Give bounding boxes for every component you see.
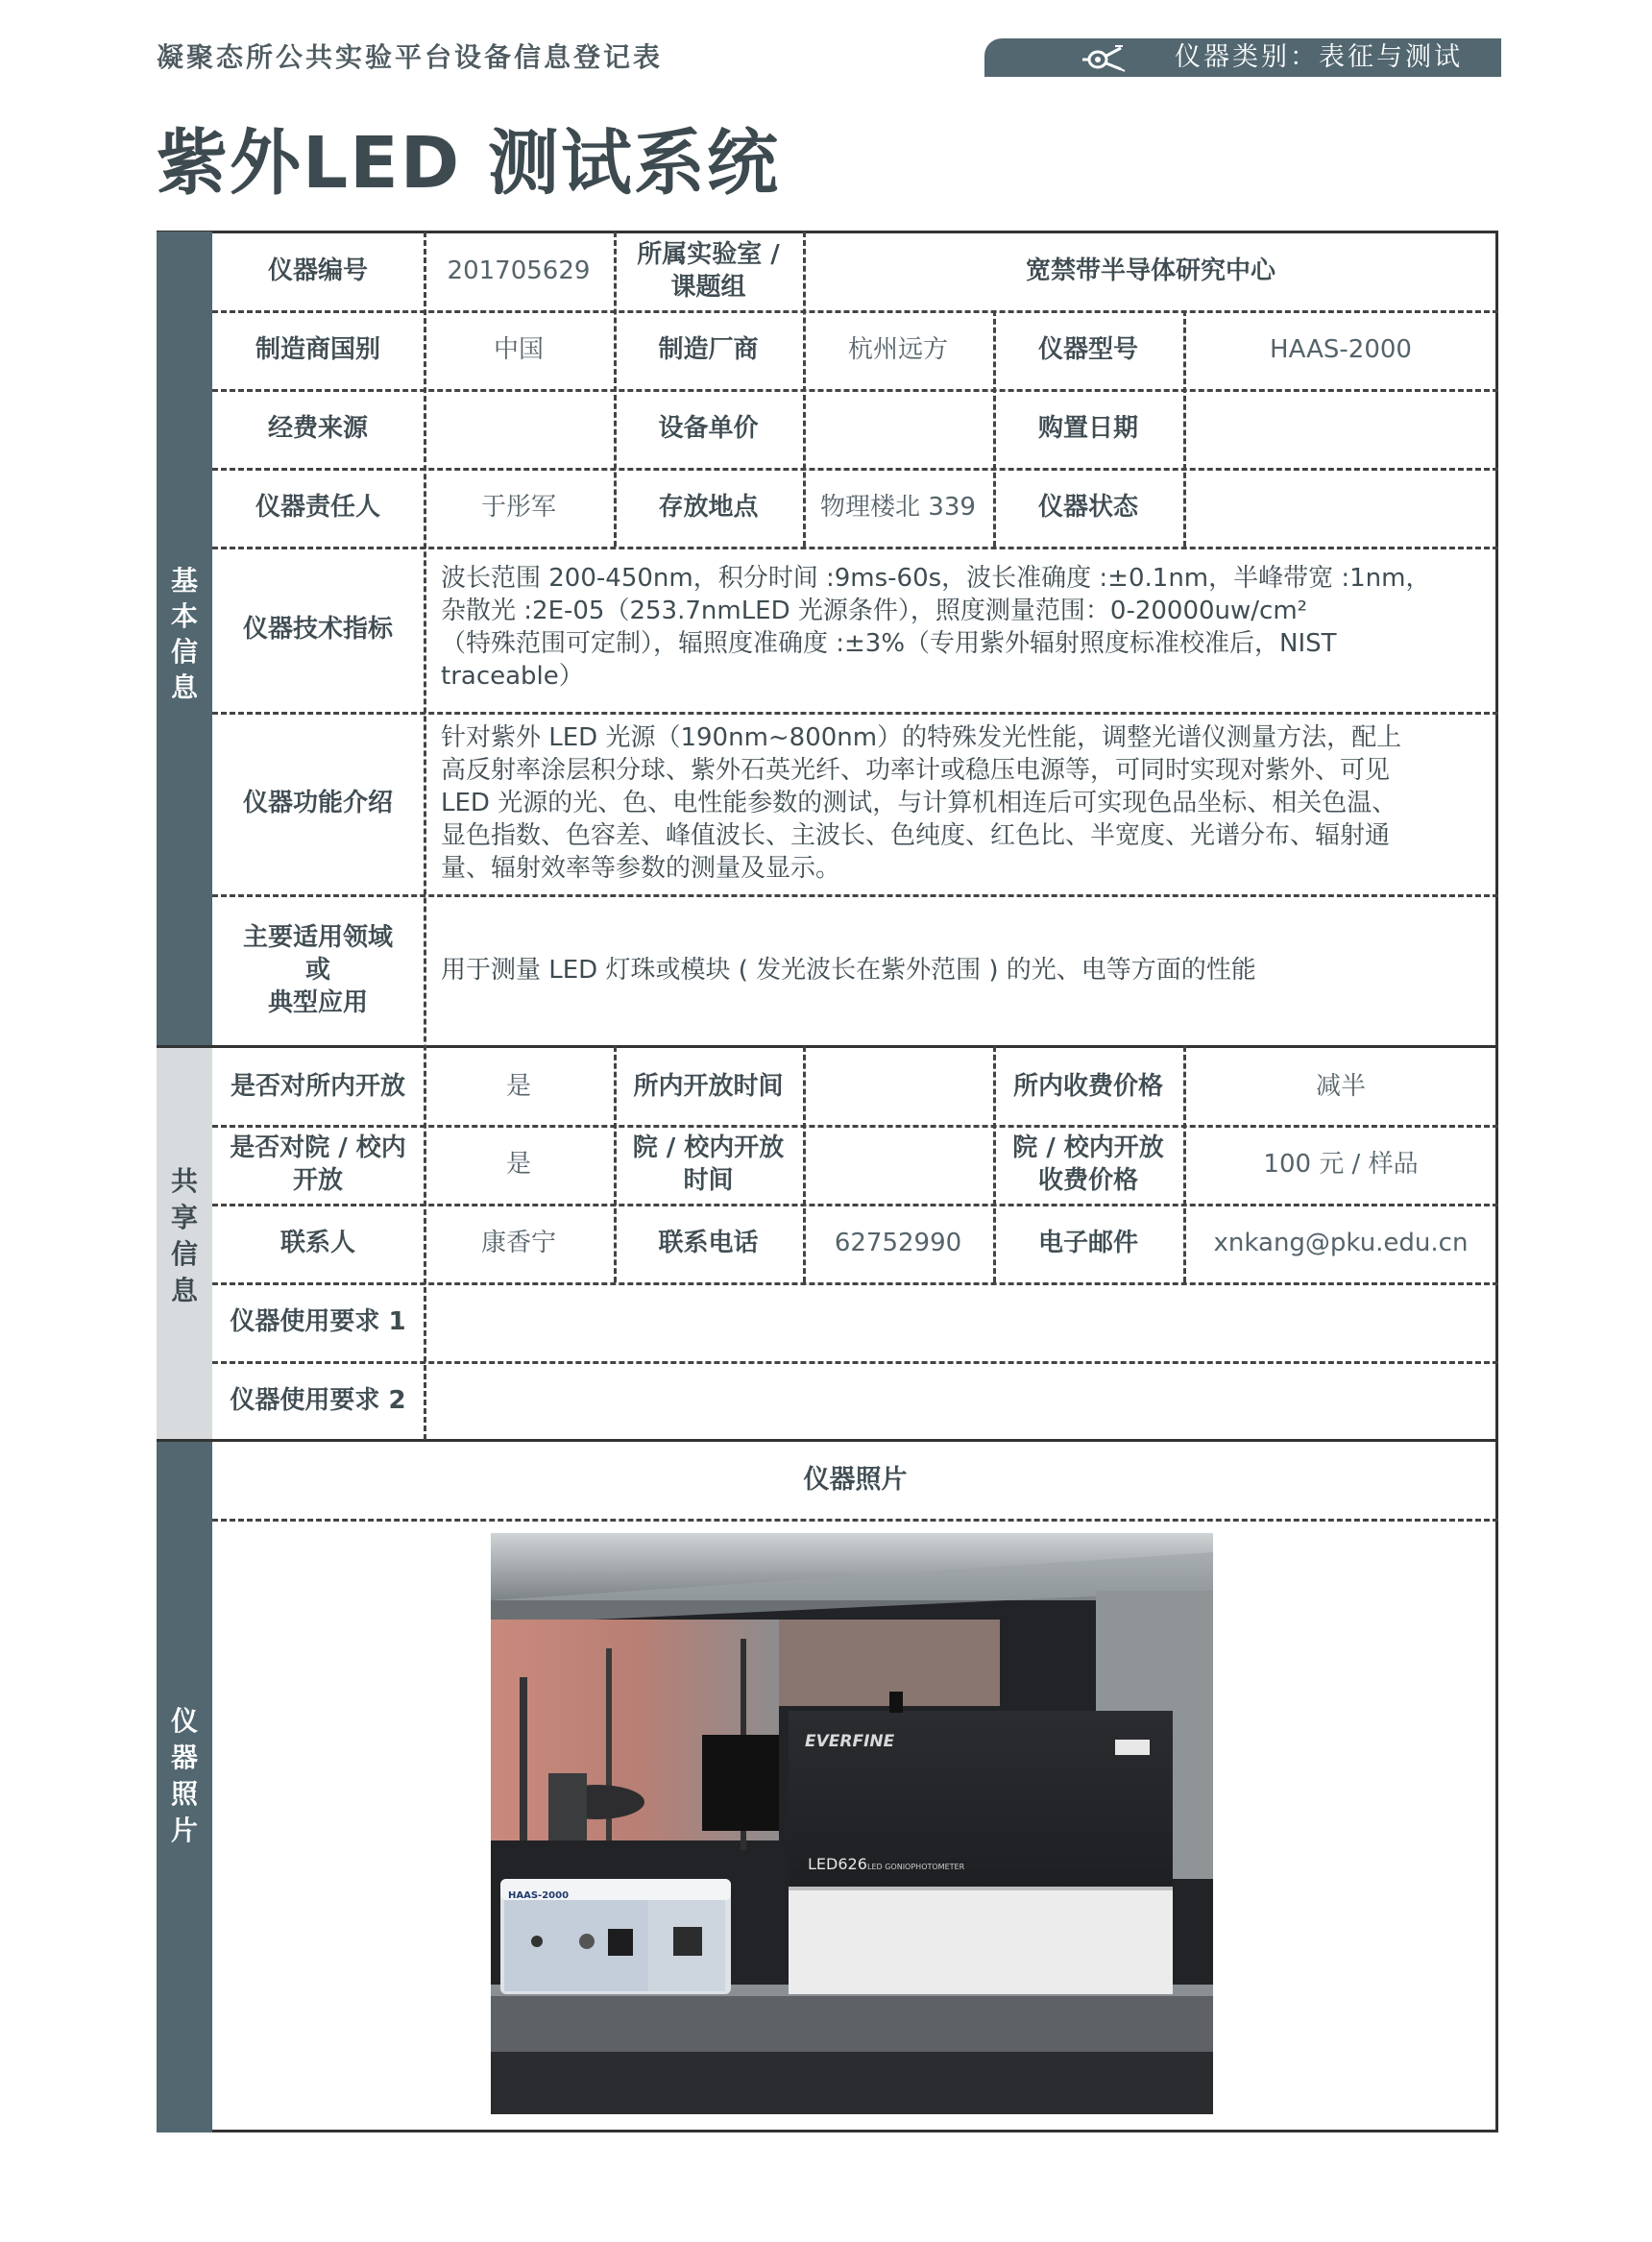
inside-fee-value: 减半	[1315, 1072, 1366, 1101]
phone-value[interactable]: 62752990	[834, 1229, 962, 1257]
inside-time-label: 所内开放时间	[633, 1072, 784, 1101]
section-char: 共	[170, 1165, 198, 1197]
campus-time-label-line: 院 / 校内开放	[632, 1133, 785, 1162]
app-label	[212, 894, 424, 1045]
category-tab	[984, 38, 1501, 77]
lab-label-line: 课题组	[670, 273, 746, 302]
campus-fee-label-line: 院 / 校内开放	[1012, 1133, 1164, 1162]
status-label: 仪器状态	[1037, 493, 1138, 522]
section-char: 片	[170, 1815, 198, 1846]
email-link[interactable]: xnkang@pku.edu.cn	[1213, 1229, 1469, 1257]
app-label-line: 主要适用领域	[242, 922, 393, 952]
section-share-info	[157, 1046, 212, 1440]
phone-label: 联系电话	[658, 1229, 759, 1257]
inside-fee-label: 所内收费价格	[1012, 1072, 1163, 1101]
func-line: LED 光源的光、色、电性能参数的测试，与计算机相连后可实现色品坐标、相关色温、	[441, 789, 1397, 817]
model-label: 仪器型号	[1037, 335, 1138, 364]
func-line: 显色指数、色容差、峰值波长、主波长、色纯度、红色比、半宽度、光谱分布、辐射通	[441, 821, 1391, 850]
brand-logo: EVERFINE	[805, 1732, 895, 1751]
inside-time-value	[803, 1048, 993, 1125]
location-value: 物理楼北 339	[820, 493, 976, 522]
campus-time-label-line: 时间	[683, 1166, 734, 1195]
spec-line: traceable）	[441, 662, 584, 691]
func-line: 量、辐射效率等参数的测量及显示。	[441, 854, 841, 883]
model-value: HAAS-2000	[1270, 335, 1412, 364]
page-title: 紫外LED 测试系统	[157, 122, 780, 205]
device-model: LED626	[808, 1855, 867, 1873]
lab-label-line: 所属实验室 /	[637, 240, 780, 269]
section-char: 息	[170, 671, 198, 703]
section-basic-info	[157, 232, 212, 1046]
open-inside-label: 是否对所内开放	[230, 1072, 405, 1101]
small-device-model: HAAS-2000	[508, 1890, 570, 1901]
fund-value	[424, 389, 614, 468]
maker-label: 制造厂商	[658, 335, 759, 364]
campus-time-value	[803, 1125, 993, 1204]
device-desc: LED GONIOPHOTOMETER	[867, 1863, 965, 1871]
campus-time-label	[614, 1125, 803, 1204]
req2-label: 仪器使用要求 2	[230, 1386, 406, 1415]
maker-value: 杭州远方	[847, 335, 948, 364]
instrument-photo-illustration	[491, 1533, 1213, 2114]
contact-label: 联系人	[279, 1229, 355, 1257]
req2-value	[424, 1361, 1498, 1440]
open-campus-label	[212, 1125, 424, 1204]
req1-label: 仪器使用要求 1	[230, 1307, 406, 1336]
instrument-no-label: 仪器编号	[267, 256, 368, 285]
section-photo	[157, 1440, 212, 2132]
lab-label	[614, 232, 803, 310]
app-label-line: 或	[304, 955, 330, 985]
microscope-icon	[1079, 42, 1127, 73]
app-label-line: 典型应用	[267, 987, 368, 1017]
spec-line: 波长范围 200-450nm，积分时间 :9ms-60s，波长准确度 :±0.1nm，半峰带宽 :1nm，	[441, 564, 1431, 593]
section-char: 信	[170, 1238, 198, 1270]
open-campus-label-line: 开放	[292, 1166, 343, 1195]
owner-value: 于彤军	[480, 493, 556, 522]
contact-value: 康香宁	[480, 1229, 556, 1257]
org-title: 凝聚态所公共实验平台设备信息登记表	[157, 41, 664, 73]
open-campus-value: 是	[505, 1150, 531, 1179]
fund-label: 经费来源	[267, 414, 368, 443]
section-char: 仪	[170, 1705, 198, 1737]
section-char: 本	[170, 600, 198, 632]
price-value	[803, 389, 993, 468]
photo-caption: 仪器照片	[803, 1465, 908, 1495]
func-line: 高反射率涂层积分球、紫外石英光纤、功率计或稳压电源等，可同时实现对紫外、可见	[441, 756, 1391, 785]
section-char: 基	[170, 565, 198, 597]
req1-value	[424, 1282, 1498, 1361]
section-char: 器	[170, 1742, 198, 1773]
section-char: 信	[170, 636, 198, 668]
func-text	[441, 721, 1493, 885]
email-label: 电子邮件	[1037, 1229, 1138, 1257]
row-divider	[212, 1519, 1498, 1522]
location-label: 存放地点	[658, 493, 759, 522]
open-campus-label-line: 是否对院 / 校内	[230, 1133, 406, 1162]
lab-value: 宽禁带半导体研究中心	[1025, 256, 1275, 285]
campus-fee-value: 100 元 / 样品	[1263, 1150, 1419, 1179]
instrument-photo	[491, 1533, 1213, 2114]
spec-label: 仪器技术指标	[242, 615, 393, 644]
func-line: 针对紫外 LED 光源（190nm~800nm）的特殊发光性能，调整光谱仪测量方法，配上	[441, 723, 1402, 752]
date-label: 购置日期	[1037, 414, 1138, 443]
campus-fee-label	[993, 1125, 1183, 1204]
spec-line: （特殊范围可定制），辐照度准确度 :±3%（专用紫外辐射照度标准校准后，NIST	[441, 629, 1337, 658]
open-inside-value: 是	[505, 1072, 531, 1101]
func-label: 仪器功能介绍	[242, 789, 393, 817]
owner-label: 仪器责任人	[255, 493, 380, 522]
section-char: 息	[170, 1275, 198, 1306]
app-value: 用于测量 LED 灯珠或模块 ( 发光波长在紫外范围 ) 的光、电等方面的性能	[441, 955, 1256, 985]
country-label: 制造商国别	[255, 335, 380, 364]
price-label: 设备单价	[658, 414, 759, 443]
section-char: 照	[170, 1778, 198, 1810]
country-value: 中国	[493, 335, 544, 364]
status-value	[1183, 468, 1498, 547]
instrument-no-value: 201705629	[447, 256, 591, 285]
campus-fee-label-line: 收费价格	[1037, 1166, 1138, 1195]
spec-line: 杂散光 :2E-05（253.7nmLED 光源条件），照度测量范围：0-20000uw/cm²	[441, 597, 1308, 625]
section-char: 享	[170, 1202, 198, 1233]
spec-text	[441, 562, 1493, 693]
category-label: 仪器类别：表征与测试	[1175, 42, 1463, 72]
date-value	[1183, 389, 1498, 468]
